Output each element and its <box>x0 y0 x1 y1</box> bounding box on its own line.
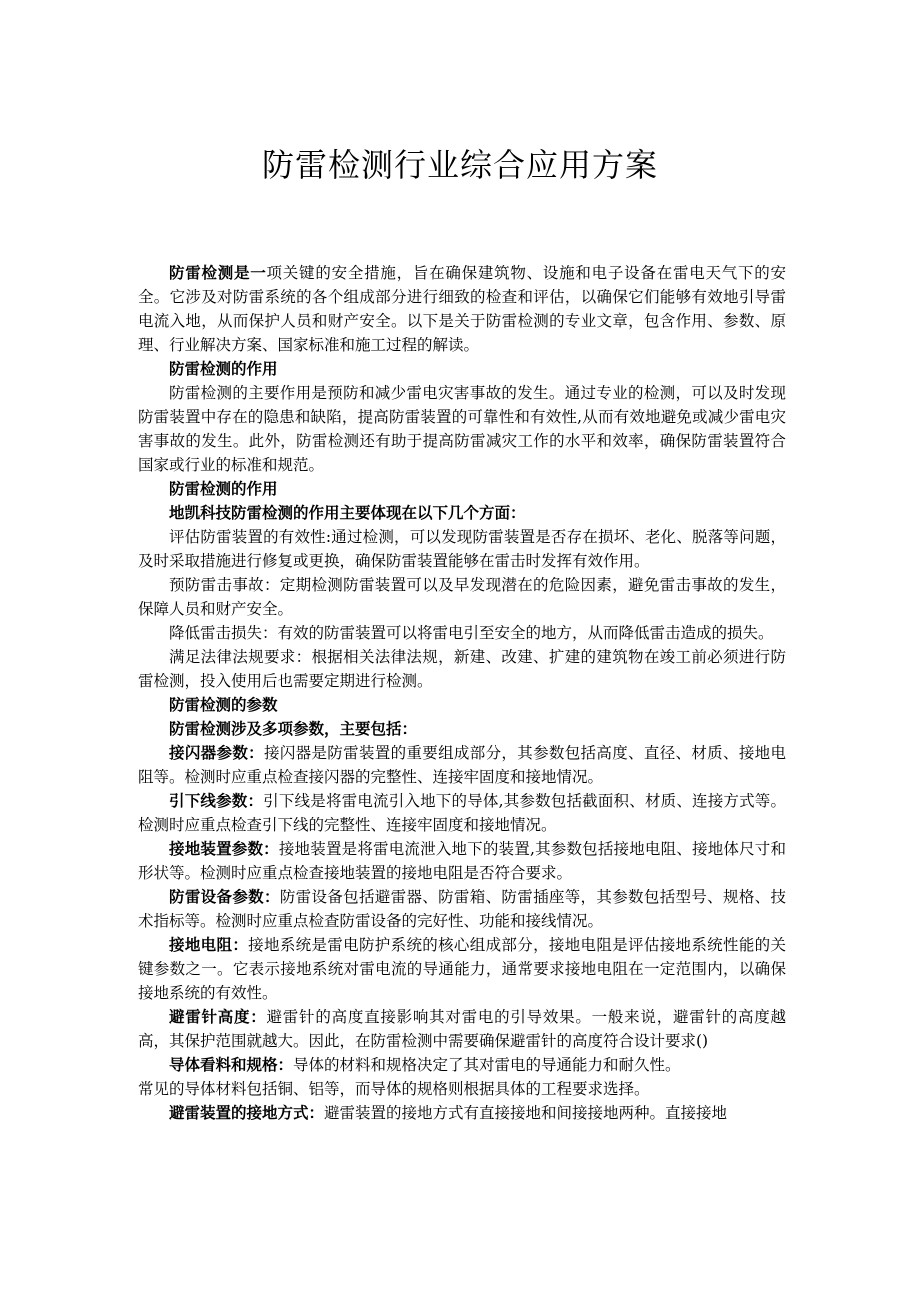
paragraph <box>138 1005 786 1053</box>
paragraph <box>138 477 786 501</box>
paragraph <box>138 261 786 357</box>
paragraph <box>138 1077 786 1101</box>
paragraph <box>138 885 786 933</box>
paragraph <box>138 525 786 573</box>
document-body <box>138 261 786 1125</box>
paragraph <box>138 1101 786 1125</box>
paragraph-text: 避雷针的高度直接影响其对雷电的引导效果。一般来说，避雷针的高度越高，其保护范围就越大。因此，在防雷检测中需要确保避雷针的高度符合设计要求() <box>138 1008 786 1050</box>
paragraph-text: 评估防雷装置的有效性:通过检测，可以发现防雷装置是否存在损坏、老化、脱落等问题，及时采取措施进行修复或更换，确保防雷装置能够在雷击时发挥有效作用。 <box>138 528 786 570</box>
paragraph-lead: 防雷检测是一 <box>169 263 267 282</box>
paragraph-text: 防雷检测的主要作用是预防和减少雷电灾害事故的发生。通过专业的检测，可以及时发现防雷装置中存在的隐患和缺陷，提高防雷装置的可靠性和有效性,从而有效地避免或减少雷电灾害事故的发生。此外，防雷检测还有助于提高防雷减灾工作的水平和效率，确保防雷装置符合国家或行业的标准和规范。 <box>138 384 786 474</box>
paragraph-text: 接地装置是将雷电流泄入地下的装置,其参数包括接地电阻、接地体尺寸和形状等。检测时应重点检查接地装置的接地电阻是否符合要求。 <box>138 840 786 882</box>
paragraph-lead: 引下线参数： <box>169 791 264 810</box>
paragraph-lead: 接闪器参数： <box>169 743 264 762</box>
paragraph-text: 接地系统是雷电防护系统的核心组成部分，接地电阻是评估接地系统性能的关键参数之一。它表示接地系统对雷电流的导通能力，通常要求接地电阻在一定范围内，以确保接地系统的有效性。 <box>138 936 786 1002</box>
paragraph-lead: 避雷针高度： <box>169 1007 267 1026</box>
paragraph-text: 满足法律法规要求：根据相关法律法规，新建、改建、扩建的建筑物在竣工前必须进行防雷检测，投入使用后也需要定期进行检测。 <box>138 648 786 690</box>
paragraph-lead: 地凯科技防雷检测的作用主要体现在以下几个方面： <box>169 503 526 522</box>
paragraph-lead: 防雷检测的参数 <box>169 695 278 714</box>
paragraph-lead: 防雷检测的作用 <box>169 479 278 498</box>
paragraph-lead: 防雷检测涉及多项参数，主要包括： <box>169 719 418 738</box>
paragraph-text: 常见的导体材料包括铜、铝等，而导体的规格则根据具体的工程要求选择。 <box>138 1080 650 1098</box>
paragraph-text: 避雷装置的接地方式有直接接地和间接接地两种。直接接地 <box>324 1104 728 1122</box>
paragraph <box>138 645 786 693</box>
paragraph <box>138 693 786 717</box>
paragraph-lead: 防雷设备参数： <box>169 887 280 906</box>
paragraph-lead: 接地电阻： <box>169 935 249 954</box>
paragraph-text: 引下线是将雷电流引入地下的导体,其参数包括截面积、材质、连接方式等。检测时应重点检查引下线的完整性、连接牢固度和接地情况。 <box>138 792 786 834</box>
paragraph-text: 防雷设备包括避雷器、防雷箱、防雷插座等，其参数包括型号、规格、技术指标等。检测时应重点检查防雷设备的完好性、功能和接线情况。 <box>138 888 786 930</box>
paragraph-lead: 防雷检测的作用 <box>169 359 278 378</box>
paragraph <box>138 381 786 477</box>
paragraph <box>138 621 786 645</box>
paragraph <box>138 741 786 789</box>
paragraph-lead: 导体看料和规格： <box>169 1055 294 1074</box>
paragraph <box>138 573 786 621</box>
paragraph <box>138 933 786 1005</box>
paragraph <box>138 717 786 741</box>
paragraph-text: 导体的材料和规格决定了其对雷电的导通能力和耐久性。 <box>293 1056 681 1074</box>
document-title: 防雷检测行业综合应用方案 <box>261 146 658 184</box>
paragraph-lead: 避雷装置的接地方式： <box>169 1103 325 1122</box>
paragraph-lead: 接地装置参数： <box>169 839 279 858</box>
paragraph <box>138 357 786 381</box>
paragraph <box>138 789 786 837</box>
paragraph-text: 项关键的安全措施，旨在确保建筑物、设施和电子设备在雷电天气下的安全。它涉及对防雷系统的各个组成部分进行细致的检查和评估，以确保它们能够有效地引导雷电流入地，从而保护人员和财产安全。以下是关于防雷检测的专业文章，包含作用、参数、原理、行业解决方案、国家标准和施工过程的解读。 <box>138 264 786 354</box>
paragraph <box>138 837 786 885</box>
paragraph <box>138 501 786 525</box>
paragraph-text: 接闪器是防雷装置的重要组成部分，其参数包括高度、直径、材质、接地电阻等。检测时应重点检查接闪器的完整性、连接牢固度和接地情况。 <box>138 744 786 786</box>
paragraph-text: 预防雷击事故：定期检测防雷装置可以及早发现潜在的危险因素，避免雷击事故的发生，保障人员和财产安全。 <box>138 576 786 618</box>
paragraph-text: 降低雷击损失：有效的防雷装置可以将雷电引至安全的地方，从而降低雷击造成的损失。 <box>169 624 774 642</box>
paragraph <box>138 1053 786 1077</box>
